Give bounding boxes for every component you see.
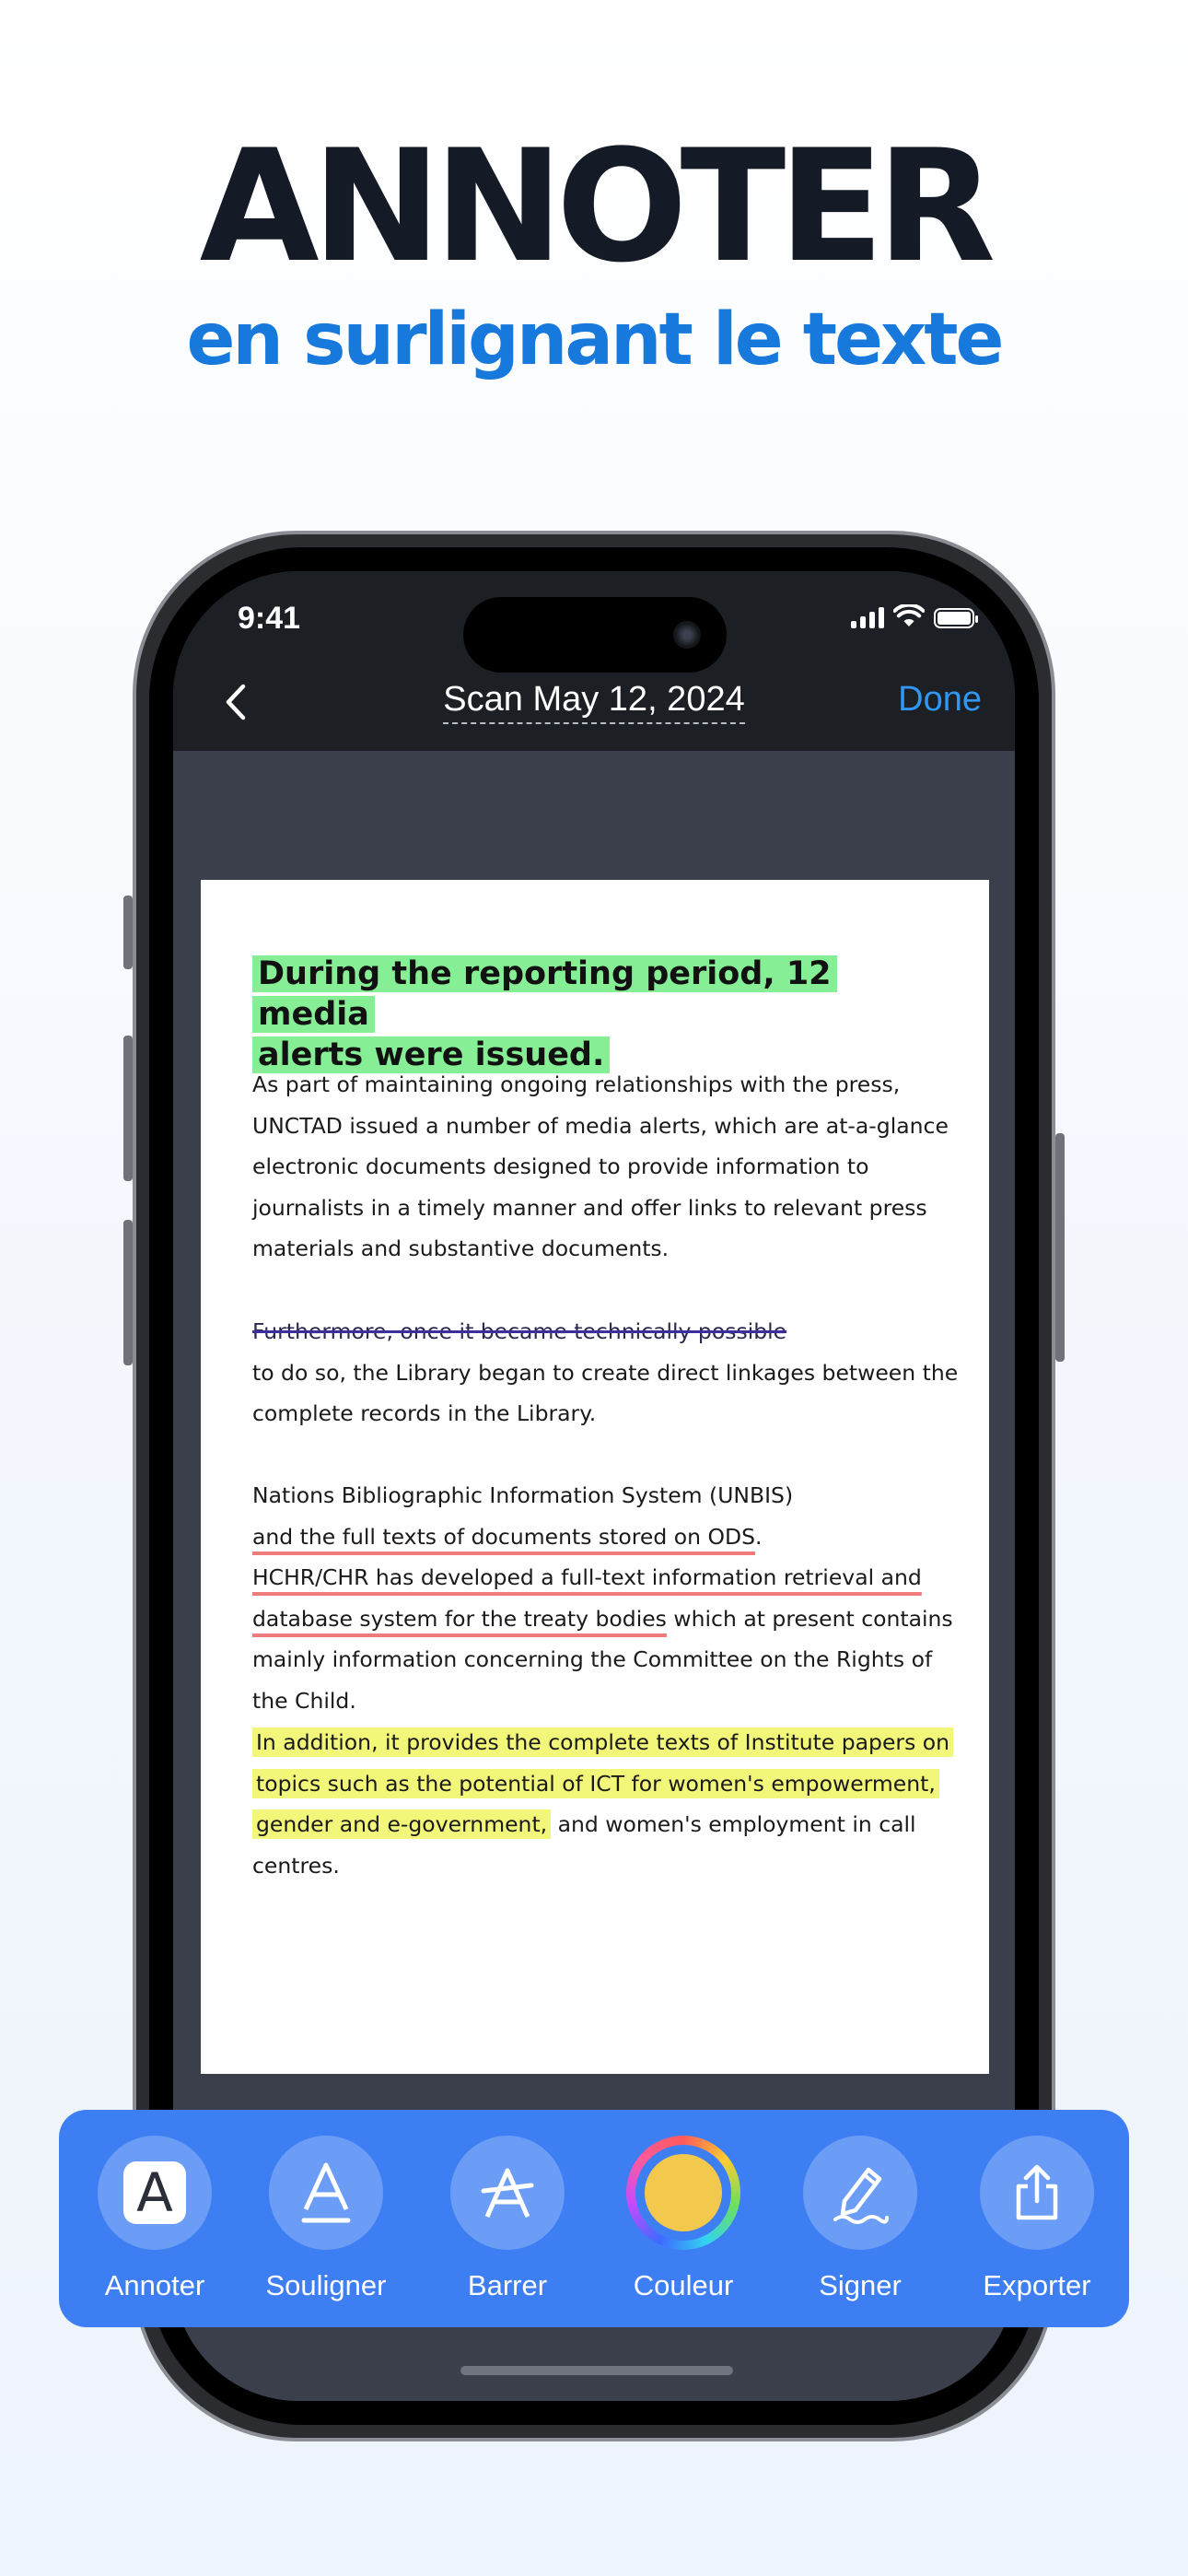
camera-icon bbox=[673, 621, 701, 649]
dynamic-island bbox=[463, 597, 727, 673]
text-line: materials and substantive documents. bbox=[252, 1235, 670, 1262]
text-fragment: . bbox=[755, 1523, 763, 1550]
exporter-tool[interactable] bbox=[954, 2110, 1120, 2327]
text-line: to do so, the Library began to create direct linkages between the bbox=[252, 1359, 959, 1386]
wifi-icon bbox=[893, 604, 925, 628]
text-fragment: which at present contains bbox=[666, 1605, 953, 1632]
text-line bbox=[252, 1516, 952, 1558]
document-title-text: Scan May 12, 2024 bbox=[443, 680, 744, 724]
text-line: Nations Bibliographic Information System (UNBIS) bbox=[252, 1482, 794, 1508]
phone-volume-down-button bbox=[123, 1220, 133, 1365]
document-page bbox=[201, 880, 989, 2074]
souligner-tool[interactable] bbox=[243, 2110, 409, 2327]
text-line bbox=[252, 1804, 952, 1845]
paragraph-4[interactable] bbox=[252, 1722, 952, 1886]
green-highlight bbox=[252, 955, 837, 1073]
barrer-tool-circle bbox=[450, 2136, 565, 2250]
signature-pen-icon bbox=[828, 2160, 892, 2225]
paragraph-2[interactable] bbox=[252, 1311, 959, 1434]
document-title[interactable] bbox=[173, 682, 1015, 717]
paragraph-3[interactable] bbox=[252, 1475, 952, 1722]
heading-line: alerts were issued. bbox=[258, 1036, 605, 1073]
text-box-icon: A bbox=[123, 2161, 186, 2224]
underline-icon bbox=[297, 2160, 355, 2226]
heading-line: During the reporting period, 12 media bbox=[258, 955, 832, 1033]
home-indicator[interactable] bbox=[460, 2366, 733, 2375]
tool-label: Annoter bbox=[104, 2269, 205, 2301]
underlined-text: HCHR/CHR has developed a full-text information retrieval and bbox=[252, 1564, 922, 1591]
tool-label: Souligner bbox=[265, 2269, 387, 2301]
underlined-text: database system for the treaty bodies bbox=[252, 1605, 667, 1632]
text-line: UNCTAD issued a number of media alerts, which are at-a-glance bbox=[252, 1112, 949, 1139]
tool-label: Barrer bbox=[467, 2269, 548, 2301]
share-icon bbox=[1009, 2162, 1065, 2223]
souligner-tool-circle bbox=[269, 2136, 383, 2250]
status-time: 9:41 bbox=[238, 601, 301, 636]
strikethrough-icon bbox=[478, 2163, 537, 2222]
battery-icon bbox=[934, 608, 974, 628]
yellow-highlight: gender and e-government, bbox=[252, 1809, 551, 1839]
exporter-tool-circle bbox=[980, 2136, 1094, 2250]
tool-label: Exporter bbox=[983, 2269, 1091, 2301]
hero-title: ANNOTER bbox=[199, 116, 989, 297]
text-line: complete records in the Library. bbox=[252, 1400, 597, 1427]
document-heading[interactable] bbox=[252, 954, 952, 1075]
phone-power-button bbox=[1055, 1133, 1065, 1362]
signer-tool-circle bbox=[803, 2136, 917, 2250]
text-line bbox=[252, 1722, 952, 1763]
done-button[interactable]: Done bbox=[898, 680, 982, 719]
signal-icon bbox=[851, 606, 884, 628]
status-icons bbox=[851, 604, 974, 628]
barrer-tool[interactable] bbox=[425, 2110, 590, 2327]
yellow-highlight: In addition, it provides the complete texts of Institute papers on bbox=[252, 1727, 953, 1757]
text-line: journalists in a timely manner and offer links to relevant press bbox=[252, 1194, 927, 1221]
yellow-highlight: topics such as the potential of ICT for women's empowerment, bbox=[252, 1769, 939, 1798]
hero-subtitle: en surlignant le texte bbox=[186, 299, 1002, 381]
text-line: electronic documents designed to provide information to bbox=[252, 1153, 869, 1180]
text-line bbox=[252, 1763, 952, 1805]
annotation-toolbar bbox=[59, 2110, 1129, 2327]
strikethrough-text: Furthermore, once it became technically possible bbox=[252, 1318, 787, 1344]
signer-tool[interactable] bbox=[777, 2110, 943, 2327]
annoter-tool[interactable] bbox=[72, 2110, 238, 2327]
tool-label: Signer bbox=[819, 2269, 902, 2301]
navigation-bar bbox=[173, 571, 1015, 751]
text-line bbox=[252, 1557, 952, 1598]
annoter-tool-circle bbox=[98, 2136, 212, 2250]
text-line: the Child. bbox=[252, 1687, 356, 1714]
couleur-tool[interactable] bbox=[600, 2110, 766, 2327]
text-line bbox=[252, 1598, 952, 1640]
phone-action-button bbox=[123, 896, 133, 969]
tool-label: Couleur bbox=[633, 2269, 734, 2301]
text-line: mainly information concerning the Committee on the Rights of bbox=[252, 1646, 933, 1673]
paragraph-1[interactable] bbox=[252, 1064, 952, 1270]
underlined-text: and the full texts of documents stored on ODS bbox=[252, 1523, 755, 1550]
text-fragment: and women's employment in call bbox=[551, 1811, 916, 1838]
color-picker-icon bbox=[626, 2136, 740, 2250]
text-line: As part of maintaining ongoing relationships with the press, bbox=[252, 1071, 901, 1097]
phone-volume-up-button bbox=[123, 1036, 133, 1181]
text-line: centres. bbox=[252, 1852, 340, 1879]
